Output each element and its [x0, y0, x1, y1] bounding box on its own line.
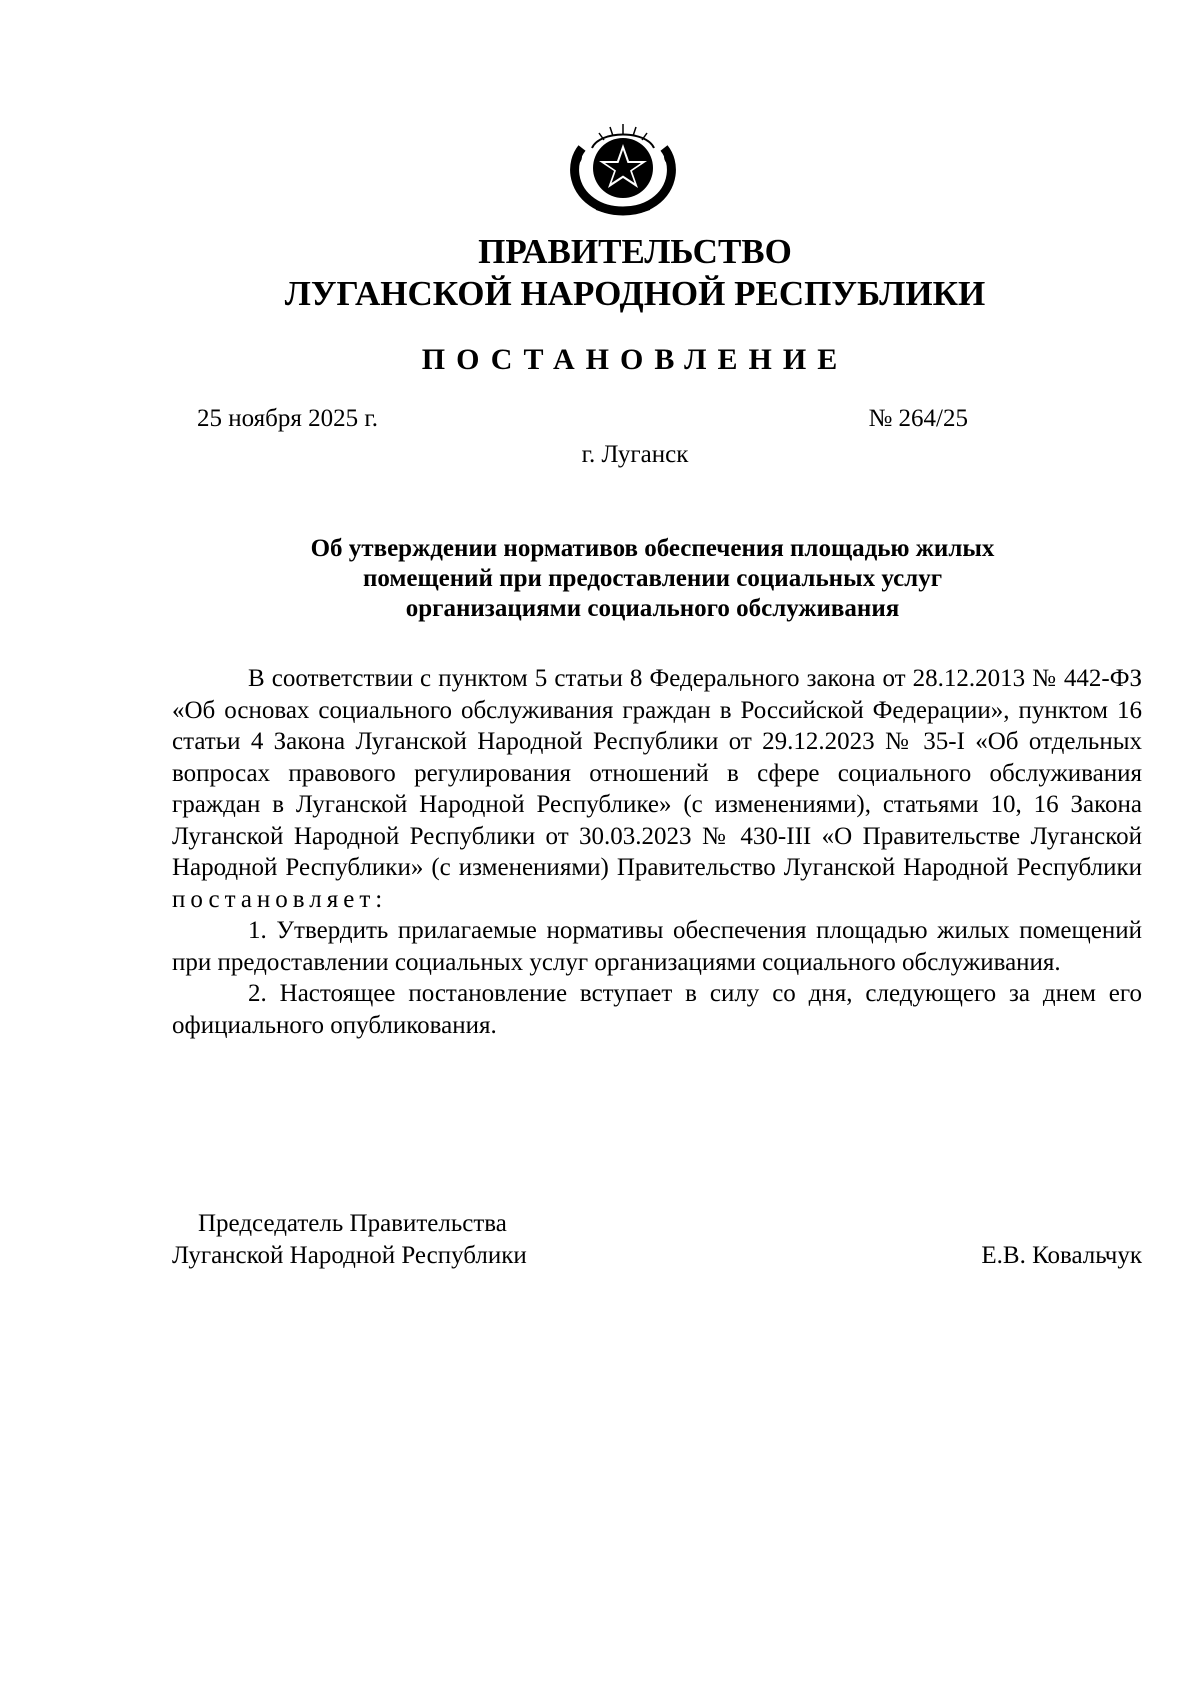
signature-block	[172, 1208, 1142, 1272]
item-1-paragraph: 1. Утвердить прилагаемые нормативы обеспечения площадью жилых помещений при предоставлении социальных услуг организациями социального обслуживания.	[172, 917, 1142, 976]
subject-line3: организациями социального обслуживания	[405, 595, 900, 622]
document-number: № 264/25	[868, 405, 968, 432]
document-city: г. Луганск	[581, 441, 689, 468]
signer-position-line2: Луганской Народной Республики	[172, 1242, 527, 1269]
document-body	[172, 663, 1142, 1041]
signer-name: Е.В. Ковальчук	[981, 1242, 1142, 1269]
decree-word: постановляет:	[172, 885, 388, 913]
preamble-paragraph	[172, 663, 1142, 915]
subject-line2: помещений при предоставлении социальных услуг	[362, 565, 943, 592]
document-date: 25 ноября 2025 г.	[197, 405, 379, 432]
item-2-paragraph: 2. Настоящее постановление вступает в силу со дня, следующего за днем его официального опубликования.	[172, 980, 1142, 1039]
government-title-line1: ПРАВИТЕЛЬСТВО	[478, 232, 792, 271]
government-title-line2: ЛУГАНСКОЙ НАРОДНОЙ РЕСПУБЛИКИ	[284, 274, 986, 313]
subject-line1: Об утверждении нормативов обеспечения площадью жилых	[310, 535, 995, 562]
lpr-coat-of-arms-icon	[564, 118, 682, 216]
document-type: ПОСТАНОВЛЕНИЕ	[421, 343, 849, 376]
preamble-text: В соответствии с пунктом 5 статьи 8 Федерального закона от 28.12.2013 № 442-ФЗ «Об основах социального обслуживания граждан в Российской Федерации», пунктом 16 статьи 4 Закона Луганской Народной Республики от 29.12.2023 № 35-I «Об отдельных вопросах правового регулирования отношений в сфере социального обслуживания граждан в Луганской Народной Республике» (с изменениями), статьями 10, 16 Закона Луганской Народной Республики от 30.03.2023 № 430-III «О Правительстве Луганской Народной Республики» (с изменениями) Правительство Луганской Народной Республики	[172, 665, 1142, 881]
document-subject	[170, 534, 1135, 624]
signer-position-line1: Председатель Правительства	[198, 1210, 507, 1237]
